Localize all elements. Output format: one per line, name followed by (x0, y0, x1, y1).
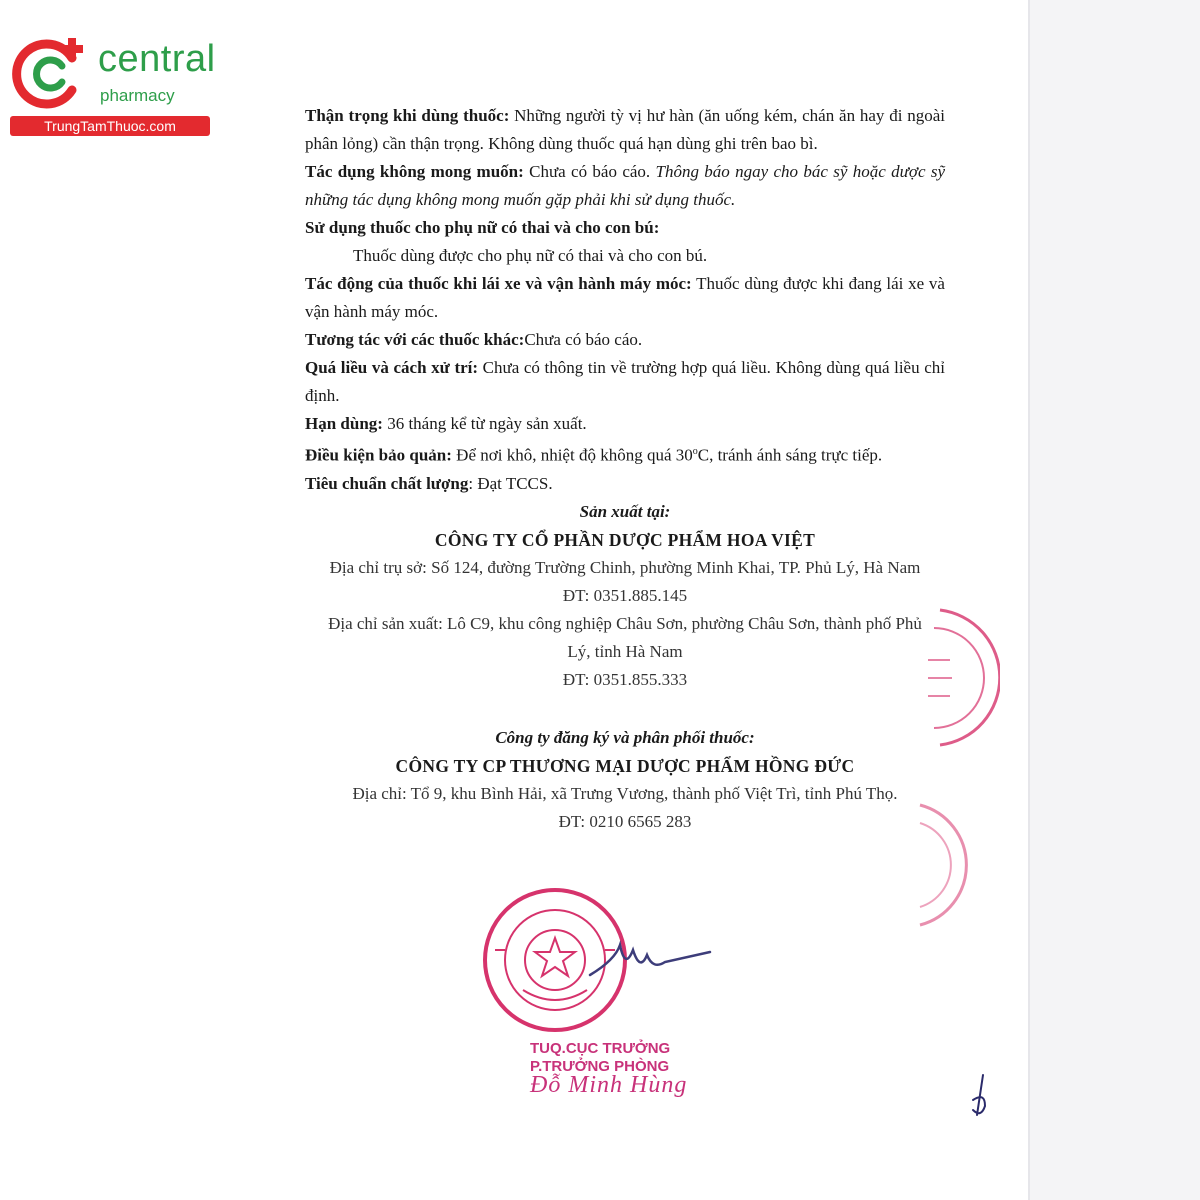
driving-text: Thuốc dùng được khi đang lái xe và vận hành máy móc. (305, 274, 945, 321)
distributor-block (305, 724, 945, 836)
pregnancy-heading (305, 214, 945, 242)
officer-name: Đỗ Minh Hùng (530, 1072, 688, 1098)
quality-text: : Đạt TCCS. (468, 473, 553, 493)
side-effects-label: Tác dụng không mong muốn: (305, 162, 524, 181)
overdose-text: Chưa có thông tin về trường hợp quá liều. Không dùng quá liều chỉ định. (305, 358, 945, 405)
official-signature-block (530, 1040, 688, 1098)
page-edge-shadow (1030, 0, 1200, 1200)
caution-paragraph (305, 102, 945, 158)
storage-text-end: C, tránh ánh sáng trực tiếp. (697, 445, 883, 465)
officer-title-2: P.TRƯỞNG PHÒNG (530, 1058, 670, 1075)
driving-label: Tác động của thuốc khi lái xe và vận hành máy móc: (305, 274, 692, 293)
officer-title-1: TUQ.CỤC TRƯỞNG (530, 1040, 671, 1057)
distributor-heading: Công ty đăng ký và phân phối thuốc: (495, 728, 755, 747)
signature (585, 930, 715, 990)
central-pharmacy-logo[interactable] (10, 36, 220, 136)
expiry-text: 36 tháng kể từ ngày sản xuất. (382, 414, 587, 433)
manufacturer-hq-phone: ĐT: 0351.885.145 (562, 585, 688, 605)
manufacturer-factory-phone: ĐT: 0351.855.333 (562, 669, 688, 689)
partial-company-stamp (900, 600, 1000, 750)
expiry-paragraph (305, 410, 945, 438)
drug-info-body (305, 102, 945, 694)
storage-paragraph (305, 438, 945, 470)
side-effects-text: Chưa có báo cáo. (523, 162, 656, 181)
storage-text: Để nơi khô, nhiệt độ không quá 30 (451, 445, 693, 465)
distributor-address: Địa chỉ: Tổ 9, khu Bình Hải, xã Trưng Vương, thành phố Việt Trì, tỉnh Phú Thọ. (352, 784, 898, 803)
interactions-text: Chưa có báo cáo. (524, 330, 643, 349)
logo-brand: central (98, 38, 216, 80)
interactions-paragraph (305, 326, 945, 354)
overdose-paragraph (305, 354, 945, 410)
pharmacy-cross-icon (10, 36, 90, 112)
caution-label: Thận trọng khi dùng thuốc: (305, 106, 510, 125)
quality-label: Tiêu chuẩn chất lượng (305, 473, 469, 493)
degree-sup: o (692, 446, 698, 457)
manufacturer-heading: Sản xuất tại: (579, 501, 671, 521)
pregnancy-text: Thuốc dùng được cho phụ nữ có thai và cho con bú. (353, 246, 708, 265)
distributor-phone: ĐT: 0210 6565 283 (558, 812, 692, 831)
logo-subtitle: pharmacy (100, 86, 175, 105)
interactions-label: Tương tác với các thuốc khác: (305, 330, 525, 349)
pregnancy-label: Sử dụng thuốc cho phụ nữ có thai và cho con bú: (305, 218, 660, 237)
page-edge-line (1028, 0, 1030, 1200)
storage-label: Điều kiện bảo quản: (305, 445, 452, 465)
side-effects-paragraph (305, 158, 945, 214)
logo-url[interactable]: TrungTamThuoc.com (10, 116, 210, 136)
manufacturer-factory-address-2: Lý, tỉnh Hà Nam (567, 641, 683, 661)
overdose-label: Quá liều và cách xử trí: (305, 358, 479, 377)
quality-paragraph (305, 470, 945, 498)
caution-text: Những người tỳ vị hư hàn (ăn uống kém, chán ăn hay đi ngoài phân lỏng) cần thận trọng. Không dùng thuốc quá hạn dùng ghi trên bao bì. (305, 106, 945, 153)
initials-mark (965, 1070, 995, 1125)
manufacturer-factory-address: Địa chỉ sản xuất: Lô C9, khu công nghiệp Châu Sơn, phường Châu Sơn, thành phố Phủ (328, 613, 922, 633)
side-effects-note: Thông báo ngay cho bác sỹ hoặc dược sỹ những tác dụng không mong muốn gặp phải khi sử dụng thuốc. (305, 162, 946, 209)
partial-company-stamp-lower (900, 795, 1000, 935)
expiry-label: Hạn dùng: (305, 414, 383, 433)
driving-paragraph (305, 270, 945, 326)
distributor-name: CÔNG TY CP THƯƠNG MẠI DƯỢC PHẨM HỒNG ĐỨC (395, 756, 855, 776)
manufacturer-hq-address: Địa chỉ trụ sở: Số 124, đường Trường Chinh, phường Minh Khai, TP. Phủ Lý, Hà Nam (329, 557, 921, 577)
manufacturer-name: CÔNG TY CỔ PHẦN DƯỢC PHẨM HOA VIỆT (434, 529, 816, 550)
